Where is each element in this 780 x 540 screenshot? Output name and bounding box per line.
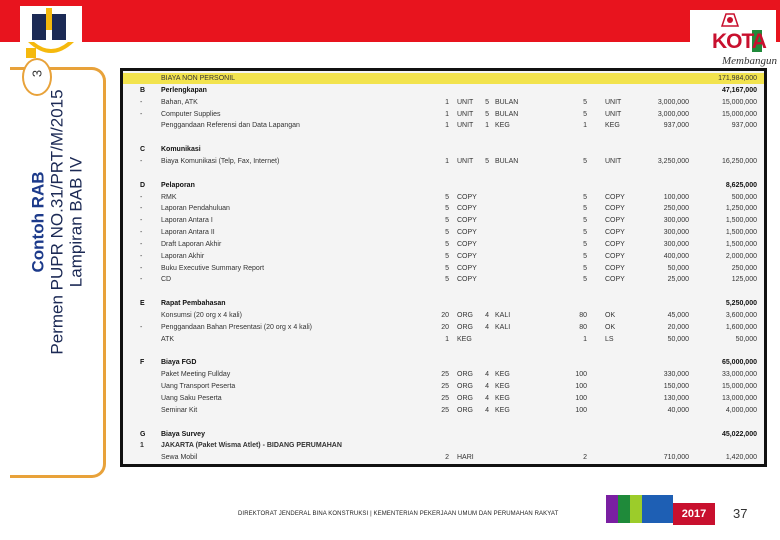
cell-code: - [140, 264, 143, 272]
cell-unit1: ORG [457, 383, 473, 391]
cell-total: 15,000,000 [721, 98, 757, 106]
cell-unit1: COPY [457, 252, 477, 260]
cell-qty3: 5 [583, 157, 587, 165]
cell-unit3: UNIT [605, 98, 622, 106]
cell-total: 125,000 [731, 276, 757, 284]
page-number: 37 [733, 506, 748, 521]
section-header-row [123, 298, 764, 309]
cell-total: 13,000,000 [721, 394, 757, 402]
pupr-logo [20, 6, 82, 62]
cell-qty3: 100 [575, 406, 587, 414]
cell-description: Draft Laporan Akhir [161, 240, 222, 248]
cell-qty2: 4 [485, 371, 489, 379]
table-row [123, 227, 764, 238]
cell-unit-price: 300,000 [663, 217, 689, 225]
cell-unit1: COPY [457, 229, 477, 237]
table-row [123, 192, 764, 203]
cell-unit1: ORG [457, 323, 473, 331]
cell-code: 1 [140, 442, 144, 450]
cell-unit3: COPY [605, 193, 625, 201]
cell-code: - [140, 276, 143, 284]
cell-unit1: COPY [457, 193, 477, 201]
cell-unit-price: 50,000 [667, 264, 689, 272]
cell-unit-price: 330,000 [663, 371, 689, 379]
cell-unit3: COPY [605, 276, 625, 284]
cell-unit-price: 400,000 [663, 252, 689, 260]
cell-unit-price: 3,250,000 [657, 157, 689, 165]
vertical-title-main: Contoh RAB [28, 171, 48, 273]
cell-unit3: COPY [605, 240, 625, 248]
table-row [123, 97, 764, 108]
table-row [123, 263, 764, 274]
cell-qty1: 20 [441, 312, 449, 319]
table-row [123, 393, 764, 404]
cell-unit3: COPY [605, 252, 625, 260]
cell-unit1: COPY [457, 217, 477, 225]
cell-description: Penggandaan Bahan Presentasi (20 org x 4 kali) [161, 323, 312, 331]
cell-description: Computer Supplies [161, 110, 221, 118]
cell-code: E [140, 300, 145, 308]
cell-qty1: 5 [445, 229, 449, 237]
cell-total: 1,500,000 [725, 240, 757, 248]
cell-description: JAKARTA (Paket Wisma Atlet) - BIDANG PERUMAHAN [161, 442, 342, 450]
cell-qty2: 4 [485, 394, 489, 402]
cell-description: Laporan Antara I [161, 217, 213, 225]
cell-unit-price: 50,000 [667, 335, 689, 343]
rab-spreadsheet [120, 68, 767, 467]
cell-total: 65,000,000 [721, 359, 757, 367]
cell-unit-price: 3,000,000 [657, 110, 689, 118]
cell-qty3: 5 [583, 110, 587, 118]
cell-code: - [140, 110, 143, 118]
cell-total: 500,000 [731, 193, 757, 201]
cell-qty3: 5 [583, 193, 587, 201]
cell-qty1: 2 [445, 454, 449, 462]
cell-qty1: 1 [445, 122, 449, 130]
footer-stripe-blue [642, 495, 673, 523]
footer-stripe-green [618, 495, 630, 523]
cell-description: CD [161, 276, 172, 284]
cell-unit-price: 937,000 [663, 122, 689, 130]
cell-unit1: COPY [457, 205, 477, 213]
cell-description: ATK [161, 335, 175, 343]
cell-code: G [140, 430, 146, 438]
cell-unit-price: 40,000 [667, 406, 689, 414]
cell-description: Komunikasi [161, 146, 201, 154]
section-header-row [123, 144, 764, 155]
cell-description: Laporan Akhir [161, 252, 205, 260]
cell-qty1: 25 [441, 371, 449, 379]
cell-unit-price: 300,000 [663, 240, 689, 248]
cell-unit-price: 45,000 [667, 312, 689, 319]
cell-total: 3,600,000 [725, 312, 757, 319]
table-row [123, 156, 764, 167]
cell-unit3: COPY [605, 229, 625, 237]
cell-description: RMK [161, 193, 177, 201]
cell-description: Uang Transport Peserta [161, 383, 236, 391]
table-row [123, 239, 764, 250]
cell-code: - [140, 240, 143, 248]
cell-qty3: 2 [583, 454, 587, 462]
cell-unit1: HARI [457, 454, 474, 462]
table-row [123, 405, 764, 416]
cell-total: 4,000,000 [725, 406, 757, 414]
table-row [123, 73, 764, 84]
cell-qty1: 5 [445, 252, 449, 260]
cell-unit-price: 3,000,000 [657, 98, 689, 106]
cell-qty3: 100 [575, 371, 587, 379]
cell-qty1: 5 [445, 276, 449, 284]
cell-code: - [140, 193, 143, 201]
cell-description: Bahan, ATK [161, 98, 198, 106]
cell-description: Perlengkapan [161, 86, 207, 94]
cell-unit1: UNIT [457, 157, 474, 165]
cell-unit1: ORG [457, 406, 473, 414]
cell-description: Pelaporan [161, 181, 195, 189]
table-row [123, 440, 764, 451]
cell-qty1: 5 [445, 240, 449, 248]
cell-qty2: 5 [485, 157, 489, 165]
cell-description: Biaya Survey [161, 430, 205, 438]
cell-qty3: 1 [583, 335, 587, 343]
cell-qty1: 20 [441, 323, 449, 331]
cell-code: B [140, 86, 146, 94]
section-header-row [123, 357, 764, 368]
cell-total: 1,420,000 [725, 454, 757, 462]
cell-description: Laporan Antara II [161, 229, 215, 237]
cell-unit-price: 130,000 [663, 394, 689, 402]
cell-qty2: 4 [485, 312, 489, 319]
cell-qty2: 5 [485, 110, 489, 118]
cell-qty3: 5 [583, 264, 587, 272]
cell-total: 1,500,000 [725, 229, 757, 237]
cell-unit3: KEG [605, 122, 620, 130]
table-row [123, 215, 764, 226]
cell-description: Biaya FGD [161, 359, 197, 367]
cell-qty1: 1 [445, 98, 449, 106]
cell-unit-price: 250,000 [663, 205, 689, 213]
cell-unit2: BULAN [495, 110, 519, 118]
cell-total: 1,500,000 [725, 217, 757, 225]
cell-qty3: 5 [583, 217, 587, 225]
cell-qty3: 5 [583, 205, 587, 213]
cell-qty1: 5 [445, 264, 449, 272]
cell-unit3: UNIT [605, 157, 622, 165]
cell-unit2: KEG [495, 122, 510, 130]
cell-unit2: BULAN [495, 98, 519, 106]
cell-qty3: 100 [575, 394, 587, 402]
table-row [123, 381, 764, 392]
table-row [123, 203, 764, 214]
vertical-title-line2: Permen PUPR NO.31/PRT/M/2015 [47, 89, 67, 355]
top-red-bar [0, 0, 780, 42]
cell-unit3: COPY [605, 217, 625, 225]
cell-unit-price: 25,000 [667, 276, 689, 284]
cell-unit3: COPY [605, 205, 625, 213]
cell-code: D [140, 181, 146, 189]
cell-qty1: 5 [445, 193, 449, 201]
footer-year: 2017 [673, 503, 715, 525]
cell-code: - [140, 229, 143, 237]
vertical-title [29, 89, 86, 354]
kota-logo-caption: Membangun [722, 55, 777, 67]
cell-qty1: 5 [445, 205, 449, 213]
cell-unit3: COPY [605, 264, 625, 272]
cell-qty1: 1 [445, 335, 449, 343]
footer-text: DIREKTORAT JENDERAL BINA KONSTRUKSI | KEMENTERIAN PEKERJAAN UMUM DAN PERUMAHAN RAKYAT [238, 511, 559, 517]
cell-qty1: 1 [445, 157, 449, 165]
cell-unit-price: 300,000 [663, 229, 689, 237]
cell-description: Sewa Mobil [161, 454, 198, 462]
cell-description: Seminar Kit [161, 406, 198, 414]
cell-unit1: ORG [457, 312, 473, 319]
cell-total: 1,600,000 [725, 323, 757, 331]
cell-qty3: 5 [583, 229, 587, 237]
cell-qty3: 5 [583, 252, 587, 260]
cell-total: 1,250,000 [725, 205, 757, 213]
table-row [123, 369, 764, 380]
vertical-title-line3: Lampiran BAB IV [66, 156, 86, 288]
cell-unit1: KEG [457, 335, 472, 343]
cell-description: Konsumsi (20 org x 4 kali) [161, 312, 242, 319]
cell-unit2: KEG [495, 383, 510, 391]
cell-code: - [140, 217, 143, 225]
cell-description: Penggandaan Referensi dan Data Lapangan [161, 122, 300, 130]
cell-qty3: 100 [575, 383, 587, 391]
cell-description: Laporan Pendahuluan [161, 205, 230, 213]
cell-code: - [140, 323, 143, 331]
table-row [123, 310, 764, 321]
cell-qty3: 1 [583, 122, 587, 130]
cell-total: 15,000,000 [721, 110, 757, 118]
cell-code: - [140, 205, 143, 213]
cell-code: C [140, 146, 146, 154]
table-row [123, 251, 764, 262]
cell-unit2: KEG [495, 394, 510, 402]
table-row [123, 109, 764, 120]
cell-qty3: 5 [583, 276, 587, 284]
cell-unit-price: 20,000 [667, 323, 689, 331]
footer-stripe-lime [630, 495, 642, 523]
cell-qty2: 4 [485, 383, 489, 391]
cell-qty1: 1 [445, 110, 449, 118]
cell-code: - [140, 157, 143, 165]
cell-unit1: UNIT [457, 122, 474, 130]
cell-description: Paket Meeting Fullday [161, 371, 231, 379]
cell-unit-price: 710,000 [663, 454, 689, 462]
table-row [123, 322, 764, 333]
cell-qty1: 25 [441, 394, 449, 402]
cell-unit3: LS [605, 335, 614, 343]
cell-unit2: KALI [495, 312, 511, 319]
cell-unit2: BULAN [495, 157, 519, 165]
cell-description: Buku Executive Summary Report [161, 264, 265, 272]
section-header-row [123, 429, 764, 440]
table-row [123, 334, 764, 345]
cell-unit1: COPY [457, 240, 477, 248]
table-row [123, 120, 764, 131]
cell-unit3: UNIT [605, 110, 622, 118]
kota-logo [690, 10, 776, 72]
cell-total: 33,000,000 [721, 371, 757, 379]
cell-total: 2,000,000 [725, 252, 757, 260]
section-header-row [123, 180, 764, 191]
cell-unit-price: 100,000 [663, 193, 689, 201]
cell-total: 50,000 [735, 335, 757, 343]
cell-total: 15,000,000 [721, 383, 757, 391]
cell-total: 5,250,000 [725, 300, 757, 308]
cell-qty3: 5 [583, 98, 587, 106]
cell-qty1: 25 [441, 383, 449, 391]
cell-qty3: 80 [579, 323, 587, 331]
cell-total: 47,167,000 [721, 86, 757, 94]
cell-code: F [140, 359, 145, 367]
cell-unit1: COPY [457, 264, 477, 272]
cell-description: BIAYA NON PERSONIL [161, 75, 236, 82]
cell-unit2: KEG [495, 406, 510, 414]
table-row [123, 452, 764, 463]
cell-qty1: 5 [445, 217, 449, 225]
cell-description: Rapat Pembahasan [161, 300, 226, 308]
cell-description: Biaya Komunikasi (Telp, Fax, Internet) [161, 157, 280, 165]
cell-unit1: UNIT [457, 110, 474, 118]
cell-unit1: ORG [457, 394, 473, 402]
cell-total: 45,022,000 [721, 430, 757, 438]
cell-qty3: 5 [583, 240, 587, 248]
section-header-row [123, 85, 764, 96]
cell-code: - [140, 252, 143, 260]
cell-total: 16,250,000 [721, 157, 757, 165]
cell-unit-price: 150,000 [663, 383, 689, 391]
cell-total: 250,000 [731, 264, 757, 272]
cell-unit1: UNIT [457, 98, 474, 106]
cell-unit2: KEG [495, 371, 510, 379]
cell-unit3: OK [605, 323, 616, 331]
cell-qty2: 4 [485, 406, 489, 414]
cell-total: 8,625,000 [725, 181, 757, 189]
cell-qty3: 80 [579, 312, 587, 319]
cell-code: - [140, 98, 143, 106]
cell-qty2: 4 [485, 323, 489, 331]
cell-unit1: ORG [457, 371, 473, 379]
cell-qty2: 5 [485, 98, 489, 106]
kota-logo-text: KOTA [712, 30, 766, 53]
cell-unit3: OK [605, 312, 616, 319]
cell-qty1: 25 [441, 406, 449, 414]
cell-unit1: COPY [457, 276, 477, 284]
cell-description: Uang Saku Peserta [161, 394, 222, 402]
cell-qty2: 1 [485, 122, 489, 130]
cell-unit2: KALI [495, 323, 511, 331]
footer-stripe-purple [606, 495, 618, 523]
cell-total: 937,000 [731, 122, 757, 130]
table-row [123, 274, 764, 285]
section-number: 3 [29, 69, 45, 78]
cell-total: 171,984,000 [718, 75, 757, 82]
